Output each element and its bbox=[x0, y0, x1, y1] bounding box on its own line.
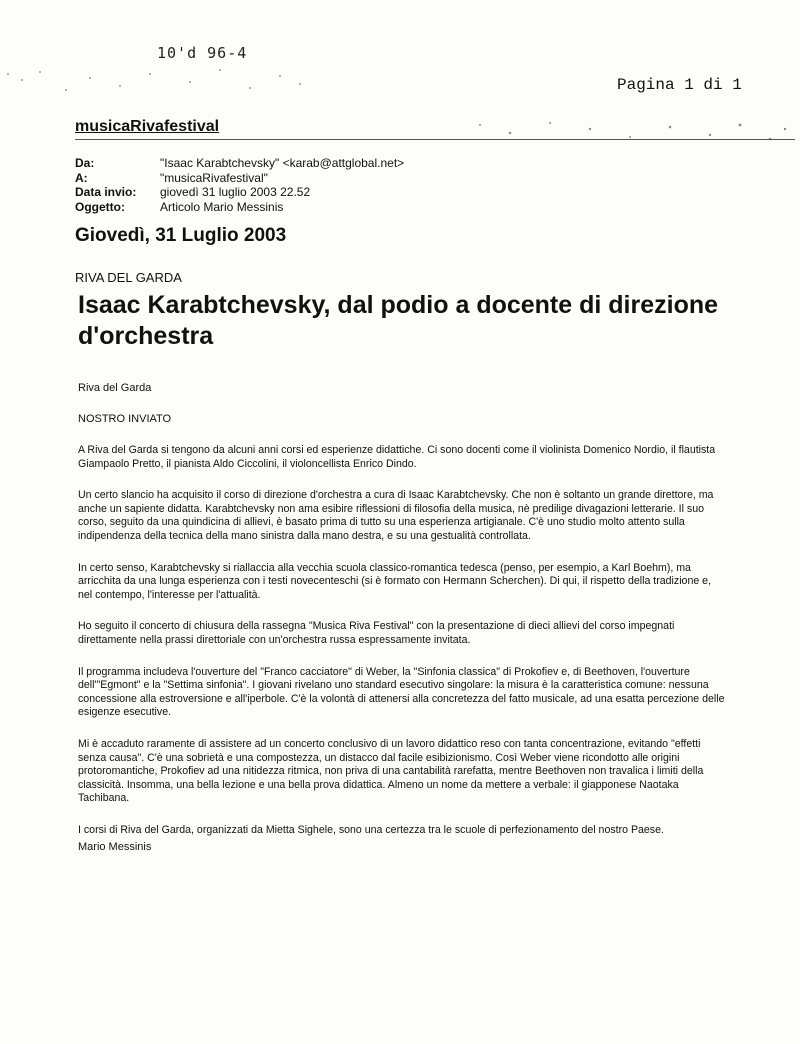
meta-label: A: bbox=[75, 170, 88, 185]
sender-name: musicaRivafestival bbox=[75, 118, 220, 135]
meta-label: Data invio: bbox=[75, 185, 137, 199]
meta-row-subject bbox=[75, 200, 404, 215]
meta-label: Oggetto: bbox=[75, 199, 125, 214]
article-paragraph: Ho seguito il concerto di chiusura della rassegna "Musica Riva Festival" con la presentazione di dieci allievi del corso impegnati direttamente nella prassi direttoriale con un'orchestra russa espressamente invitata. bbox=[78, 620, 675, 646]
article-kicker: RIVA DEL GARDA bbox=[75, 270, 182, 285]
meta-row-to bbox=[75, 171, 404, 186]
meta-value: "musicaRivafestival" bbox=[160, 170, 268, 185]
email-metadata bbox=[75, 156, 404, 214]
article-byline: NOSTRO INVIATO bbox=[78, 413, 172, 425]
header-divider bbox=[75, 139, 795, 140]
meta-value: "Isaac Karabtchevsky" <karab@attglobal.net> bbox=[160, 156, 405, 170]
meta-value: Articolo Mario Messinis bbox=[160, 199, 284, 214]
date-heading: Giovedì, 31 Luglio 2003 bbox=[75, 225, 287, 246]
meta-row-from bbox=[75, 156, 404, 171]
fax-header: 10'd 96-4 bbox=[157, 44, 248, 62]
article-dateline: Riva del Garda bbox=[78, 382, 152, 394]
scan-noise-top-right bbox=[470, 115, 800, 155]
article-paragraph: A Riva del Garda si tengono da alcuni anni corsi ed esperienze didattiche. Ci sono docenti come il violinista Domenico Nordio, il flautista Giampaolo Pretto, il pianista Aldo Ciccolini, il violoncellista Enrico Dindo. bbox=[78, 444, 716, 470]
meta-value: giovedì 31 luglio 2003 22.52 bbox=[160, 185, 311, 199]
article-paragraph: Il programma includeva l'ouverture del "Franco cacciatore" di Weber, la "Sinfonia classica" di Prokofiev e, di Beethoven, l'ouverture dell'"Egmont" e la "Settima sinfonia". I giovani rivelano uno standard esecutivo singolare: la misura è la caratteristica comune: nessuna concessione alla estroversione e all'iperbole. C'è la volontà di attenersi alla concretezza del fatto musicale, ad una esatta percezione delle esigenze esecutive. bbox=[78, 665, 725, 719]
article-paragraph: Un certo slancio ha acquisito il corso di direzione d'orchestra a cura di Isaac Karabtchevsky. Che non è soltanto un grande direttore, ma anche un sapiente didatta. Karabtchevsky non ama esibire riflessioni di filosofia della musica, nè predilige divagazioni letterarie. Il suo corso, seguito da una quindicina di allievi, è basato prima di tutto su una esperienza artigianale. C'è uno studio molto attento sulla indipendenza della tecnica della mano sinistra dalla mano destra, e su una gestualità controllata. bbox=[78, 489, 714, 542]
article-paragraph: I corsi di Riva del Garda, organizzati da Mietta Sighele, sono una certezza tra le scuole di perfezionamento del nostro Paese. bbox=[78, 823, 664, 836]
article-signature: Mario Messinis bbox=[78, 841, 152, 853]
page-number: Pagina 1 di 1 bbox=[617, 76, 742, 94]
article-headline: Isaac Karabtchevsky, dal podio a docente di direzione d'orchestra bbox=[78, 291, 719, 350]
article-paragraph: Mi è accaduto raramente di assistere ad un concerto conclusivo di un lavoro didattico reso con tanta concentrazione, evitando "effetti senza causa". C'è una sobrietà e una compostezza, un distacco dal facile esibizionismo. Così Weber viene ricondotto alle origini protoromantiche, Prokofiev ad una nitidezza ritmica, non priva di una cantabilità rarefatta, mentre Beethoven non travalica i limiti della classicità. Insomma, una bella lezione e una bella prova didattica. Almeno un nome da mettere a verbale: il giapponese Naotaka Tachibana. bbox=[78, 737, 704, 805]
article-body bbox=[78, 444, 728, 855]
meta-label: Da: bbox=[75, 156, 95, 170]
meta-row-sent bbox=[75, 185, 404, 200]
article-paragraph: In certo senso, Karabtchevsky si riallaccia alla vecchia scuola classico-romantica tedesca (penso, per esempio, a Karl Boehm), ma arricchita da una lunga esperienza con i testi novecenteschi (si è formato con Hermann Scherchen). Di qui, il rispetto della tradizione e, nel contempo, l'interesse per l'attualità. bbox=[78, 561, 712, 601]
scan-noise-top-left bbox=[0, 60, 320, 110]
